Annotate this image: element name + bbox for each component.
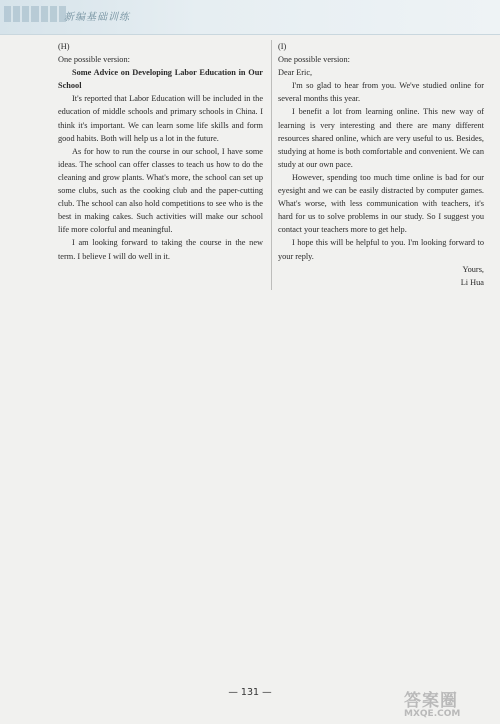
section-label-h: (H): [58, 42, 70, 51]
letter-paragraph-2: I benefit a lot from learning online. This new way of learning is very interesting and there are many different resources shared online, which are very useful to us. Besides, studying at home is both comfortable and convenient. We can study at our own pace.: [278, 107, 484, 169]
left-column: [58, 40, 263, 263]
version-label: One possible version:: [58, 55, 130, 65]
paragraph-1: It's reported that Labor Education will be included in the education of middle schools and primary schools in China. I think it's important. We can learn some life skills and form good habits. Both will help us a lot in the future.: [58, 94, 263, 143]
column-divider: [271, 40, 272, 290]
right-column: [278, 40, 484, 289]
letter-signature: Li Hua: [460, 277, 484, 287]
page-number: — 131 —: [228, 687, 272, 698]
paragraph-2: As for how to run the course in our school, I have some ideas. The school can offer classes to teach us how to do the cleaning and grow plants. What's more, the school can set up some clubs, such as the cooking club and the paper-cutting club. The school can also hold competitions to see who is the best in making cakes. Such activities will make our school life more colorful and meaningful.: [58, 146, 263, 235]
letter-paragraph-1: I'm so glad to hear from you. We've studied online for several months this year.: [278, 81, 484, 104]
version-label: One possible version:: [278, 55, 350, 65]
site-watermark: [404, 686, 496, 720]
letter-closing: Yours,: [462, 264, 484, 274]
header-title: 新编基础训练: [64, 12, 130, 23]
page-header: [0, 0, 500, 35]
section-label-i: (I): [278, 42, 287, 51]
letter-greeting: Dear Eric,: [278, 68, 313, 78]
essay-title: Some Advice on Developing Labor Education in Our School: [58, 68, 263, 91]
watermark-line-1: 答案圈: [404, 691, 458, 711]
header-decoration: [4, 6, 66, 22]
letter-paragraph-3: However, spending too much time online is bad for our eyesight and we can be easily distracted by computer games. What's worse, with less communication with teachers, it's hard for us to solve problems in our study. So I suggest you contact your teachers more to get help.: [278, 172, 484, 235]
paragraph-3: I am looking forward to taking the course in the new term. I believe I will do well in it.: [58, 238, 263, 261]
letter-paragraph-4: I hope this will be helpful to you. I'm looking forward to your reply.: [278, 238, 484, 261]
watermark-line-2: MXQE.COM: [404, 709, 461, 719]
